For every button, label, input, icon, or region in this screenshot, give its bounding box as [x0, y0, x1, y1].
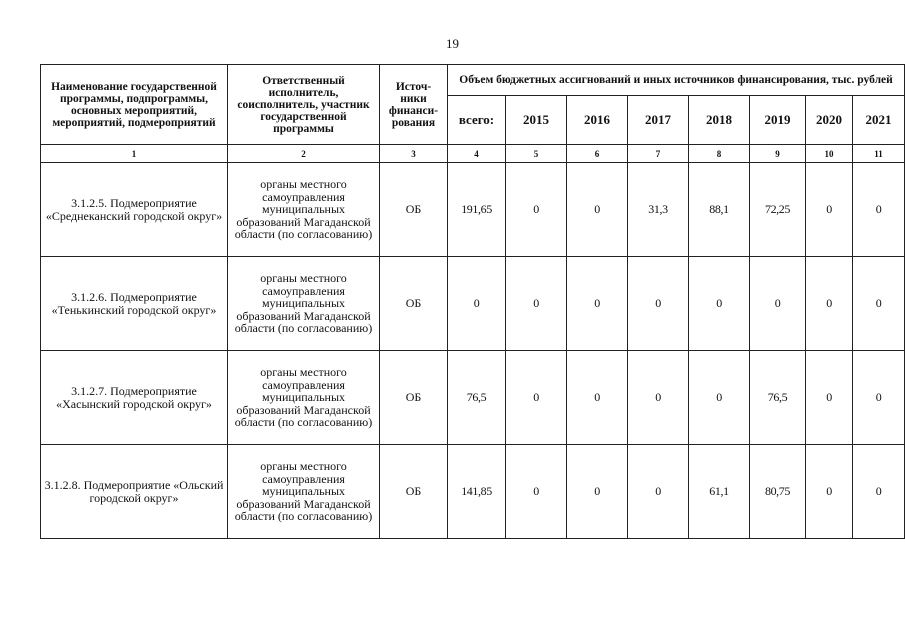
- page-number: 19: [446, 36, 459, 51]
- year-value-cell: 61,1: [689, 445, 750, 539]
- table-row: [41, 163, 905, 257]
- measure-name: 3.1.2.8. Подмероприятие «Ольский городской округ»: [41, 445, 228, 539]
- responsible-cell: органы местного самоуправления муниципальных образований Магаданской области (по согласованию): [228, 257, 380, 351]
- total-cell: 76,5: [448, 351, 506, 445]
- year-value-cell: 0: [853, 163, 905, 257]
- year-value-cell: 0: [806, 257, 853, 351]
- year-value-cell: 80,75: [750, 445, 806, 539]
- source-cell: ОБ: [380, 163, 448, 257]
- header-year: 2019: [750, 96, 806, 145]
- column-index-row: [41, 145, 905, 163]
- column-index: 9: [750, 145, 806, 163]
- responsible-cell: органы местного самоуправления муниципальных образований Магаданской области (по согласованию): [228, 163, 380, 257]
- year-value-cell: 0: [567, 445, 628, 539]
- total-cell: 191,65: [448, 163, 506, 257]
- header-name: Наименование государственной программы, подпрограммы, основных мероприятий, мероприятий, подмероприятий: [41, 65, 228, 145]
- responsible-cell: органы местного самоуправления муниципальных образований Магаданской области (по согласованию): [228, 351, 380, 445]
- table-row: [41, 257, 905, 351]
- year-value-cell: 0: [628, 351, 689, 445]
- year-value-cell: 76,5: [750, 351, 806, 445]
- header-year: 2018: [689, 96, 750, 145]
- column-index: 5: [506, 145, 567, 163]
- year-value-cell: 0: [506, 445, 567, 539]
- column-index: 10: [806, 145, 853, 163]
- year-value-cell: 0: [567, 163, 628, 257]
- year-value-cell: 0: [567, 257, 628, 351]
- table-row: [41, 445, 905, 539]
- year-value-cell: 0: [750, 257, 806, 351]
- measure-name: 3.1.2.6. Подмероприятие «Тенькинский городской округ»: [41, 257, 228, 351]
- budget-table: [40, 64, 905, 539]
- column-index: 7: [628, 145, 689, 163]
- column-index: 6: [567, 145, 628, 163]
- header-year: 2016: [567, 96, 628, 145]
- header-year: 2021: [853, 96, 905, 145]
- header-responsible: Ответственный исполнитель, соисполнитель, участник государственной программы: [228, 65, 380, 145]
- year-value-cell: 0: [806, 163, 853, 257]
- year-value-cell: 0: [506, 351, 567, 445]
- year-value-cell: 0: [506, 257, 567, 351]
- year-value-cell: 0: [628, 257, 689, 351]
- total-cell: 0: [448, 257, 506, 351]
- year-value-cell: 31,3: [628, 163, 689, 257]
- measure-name: 3.1.2.7. Подмероприятие «Хасынский городской округ»: [41, 351, 228, 445]
- year-value-cell: 0: [567, 351, 628, 445]
- header-year: 2017: [628, 96, 689, 145]
- source-cell: ОБ: [380, 257, 448, 351]
- year-value-cell: 0: [689, 257, 750, 351]
- header-total: всего:: [448, 96, 506, 145]
- source-cell: ОБ: [380, 351, 448, 445]
- table-row: [41, 351, 905, 445]
- year-value-cell: 0: [689, 351, 750, 445]
- column-index: 8: [689, 145, 750, 163]
- year-value-cell: 0: [806, 351, 853, 445]
- column-index: 3: [380, 145, 448, 163]
- year-value-cell: 0: [853, 445, 905, 539]
- total-cell: 141,85: [448, 445, 506, 539]
- year-value-cell: 72,25: [750, 163, 806, 257]
- column-index: 11: [853, 145, 905, 163]
- header-volume: Объем бюджетных ассигнований и иных источников финансирования, тыс. рублей: [448, 65, 905, 96]
- year-value-cell: 0: [806, 445, 853, 539]
- source-cell: ОБ: [380, 445, 448, 539]
- column-index: 1: [41, 145, 228, 163]
- year-value-cell: 0: [628, 445, 689, 539]
- header-year: 2015: [506, 96, 567, 145]
- header-year: 2020: [806, 96, 853, 145]
- column-index: 2: [228, 145, 380, 163]
- header-source: Источ- ники финанси- рования: [380, 65, 448, 145]
- year-value-cell: 0: [853, 257, 905, 351]
- year-value-cell: 0: [506, 163, 567, 257]
- year-value-cell: 0: [853, 351, 905, 445]
- measure-name: 3.1.2.5. Подмероприятие «Среднеканский городской округ»: [41, 163, 228, 257]
- year-value-cell: 88,1: [689, 163, 750, 257]
- column-index: 4: [448, 145, 506, 163]
- responsible-cell: органы местного самоуправления муниципальных образований Магаданской области (по согласованию): [228, 445, 380, 539]
